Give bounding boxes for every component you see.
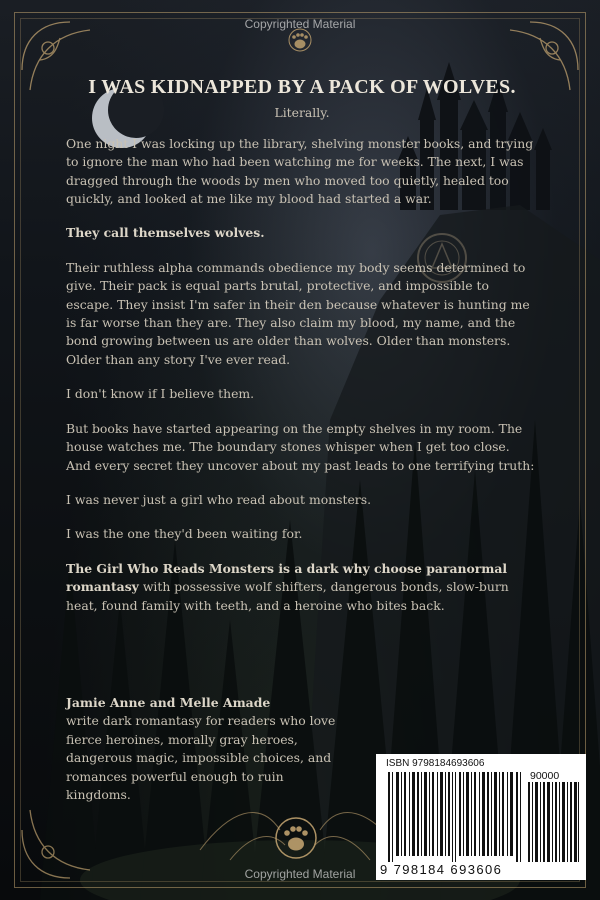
paragraph-7: I was the one they'd been waiting for. — [66, 526, 303, 542]
headline: I WAS KIDNAPPED BY A PACK OF WOLVES. — [88, 76, 516, 98]
paragraph-2: They call themselves wolves. — [66, 225, 265, 241]
blurb — [66, 78, 538, 631]
book-title-pitch: The Girl Who Reads Monsters is a dark why choose paranormal romantasy — [66, 560, 508, 595]
isbn-barcode — [388, 772, 522, 862]
barcode-panel — [376, 754, 586, 880]
paragraph-8 — [66, 560, 538, 615]
author-bio-text: write dark romantasy for readers who love fierce heroines, morally gray heroes, dangerous magic, impossible choices, and romances powerful enough to ruin kingdoms. — [66, 713, 336, 803]
paragraph-4: I don't know if I believe them. — [66, 386, 255, 402]
paragraph-1: One night I was locking up the library, shelving monster books, and trying to ignore the man who had been watching me for weeks. The next, I was dragged through the woods by men who moved too quietly, healed too quickly, and looked at me like my blood had started a war. — [66, 135, 534, 207]
author-names: Jamie Anne and Melle Amade — [66, 695, 271, 710]
isbn-label: ISBN 9798184693606 — [386, 758, 485, 769]
ean-digits: 9 798184 693606 — [380, 862, 503, 877]
watermark-bottom: Copyrighted Material — [244, 867, 356, 881]
paragraph-5: But books have started appearing on the empty shelves in my room. The house watches me. The boundary stones whisper when I get too close. And every secret they uncover about my past leads to one terrifying truth: — [66, 420, 535, 473]
lead-line: Literally. — [274, 105, 330, 121]
price-code: 90000 — [530, 770, 560, 782]
paragraph-3: Their ruthless alpha commands obedience my body seems determined to give. Their pack is equal parts brutal, protective, and impossible to escape. They insist I'm safer in their den because whatever is hunting me is far worse than they are. They also claim my blood, my name, and the bond growing between us are older than wolves. Older than monsters. Older than any story I've ever read. — [66, 259, 530, 367]
price-barcode — [528, 782, 580, 862]
pitch-rest: with possessive wolf shifters, dangerous bonds, slow-burn heat, found family with teeth, and a heroine who bites back. — [66, 579, 509, 613]
watermark-top: Copyrighted Material — [244, 17, 356, 31]
author-bio — [66, 694, 346, 804]
paragraph-6: I was never just a girl who read about monsters. — [66, 491, 372, 507]
